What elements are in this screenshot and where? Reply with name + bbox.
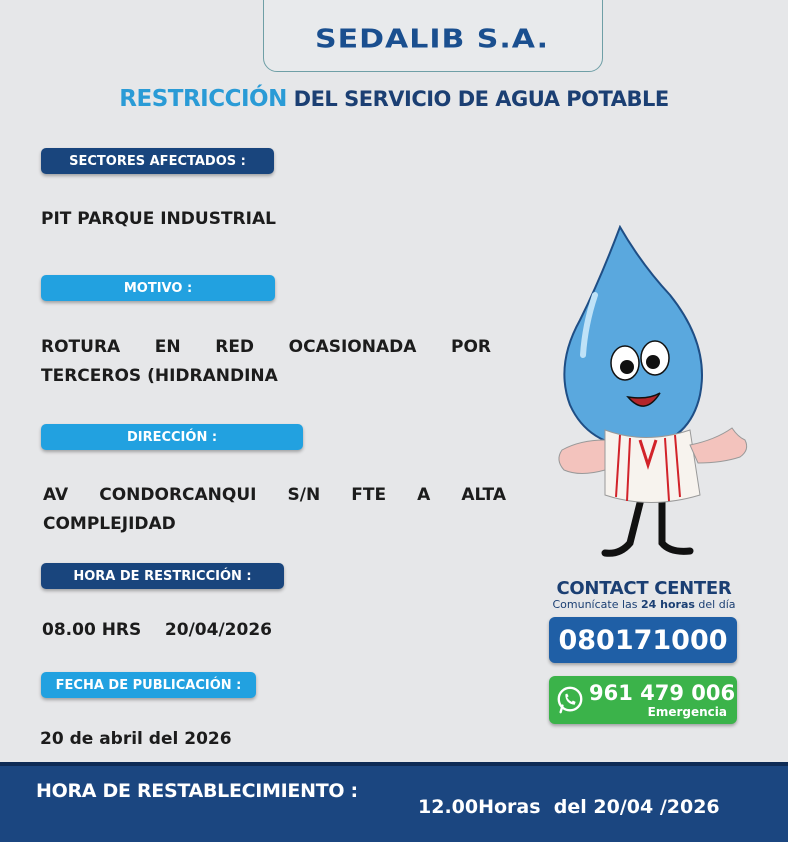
direccion-line-1: AV CONDORCANQUI S/N FTE A ALTA xyxy=(43,485,506,505)
contact-sub-pre: Comunícate las xyxy=(552,598,641,611)
hora-restriccion-label: HORA DE RESTRICCIÓN : xyxy=(41,563,284,589)
title-rest: DEL SERVICIO DE AGUA POTABLE xyxy=(286,87,669,111)
page-title xyxy=(0,86,788,112)
contact-sub-post: del día xyxy=(694,598,736,611)
sectores-value: PIT PARQUE INDUSTRIAL xyxy=(41,209,276,229)
motivo-line-2: TERCEROS (HIDRANDINA xyxy=(41,366,278,386)
restablecimiento-value: 12.00Horas del 20/04 /2026 xyxy=(418,796,720,818)
footer-divider xyxy=(0,762,788,766)
fecha-publicacion-label: FECHA DE PUBLICACIÓN : xyxy=(41,672,256,698)
contact-sub-bold: 24 horas xyxy=(641,598,695,611)
hora-restriccion-value: 08.00 HRS 20/04/2026 xyxy=(42,620,272,640)
contact-center-title: CONTACT CENTER xyxy=(556,578,732,599)
phone-button[interactable]: 080171000 xyxy=(549,617,737,663)
motivo-line-1: ROTURA EN RED OCASIONADA POR xyxy=(41,337,491,357)
water-drop-mascot xyxy=(550,225,755,565)
restablecimiento-label: HORA DE RESTABLECIMIENTO : xyxy=(36,780,358,802)
direccion-value xyxy=(43,481,506,539)
title-accent: RESTRICCIÓN xyxy=(119,86,287,112)
direccion-label: DIRECCIÓN : xyxy=(41,424,303,450)
direccion-line-2: COMPLEJIDAD xyxy=(43,514,176,534)
motivo-label: MOTIVO : xyxy=(41,275,275,301)
contact-center-subtitle xyxy=(549,598,739,611)
fecha-publicacion-value: 20 de abril del 2026 xyxy=(40,729,232,749)
whatsapp-label: Emergencia xyxy=(647,705,727,719)
whatsapp-icon xyxy=(555,685,585,715)
whatsapp-number: 961 479 006 xyxy=(589,681,736,705)
brand-logo: SEDALIB S.A. xyxy=(315,24,549,55)
motivo-value xyxy=(41,333,491,391)
sectores-label: SECTORES AFECTADOS : xyxy=(41,148,274,174)
whatsapp-button[interactable] xyxy=(549,676,737,724)
